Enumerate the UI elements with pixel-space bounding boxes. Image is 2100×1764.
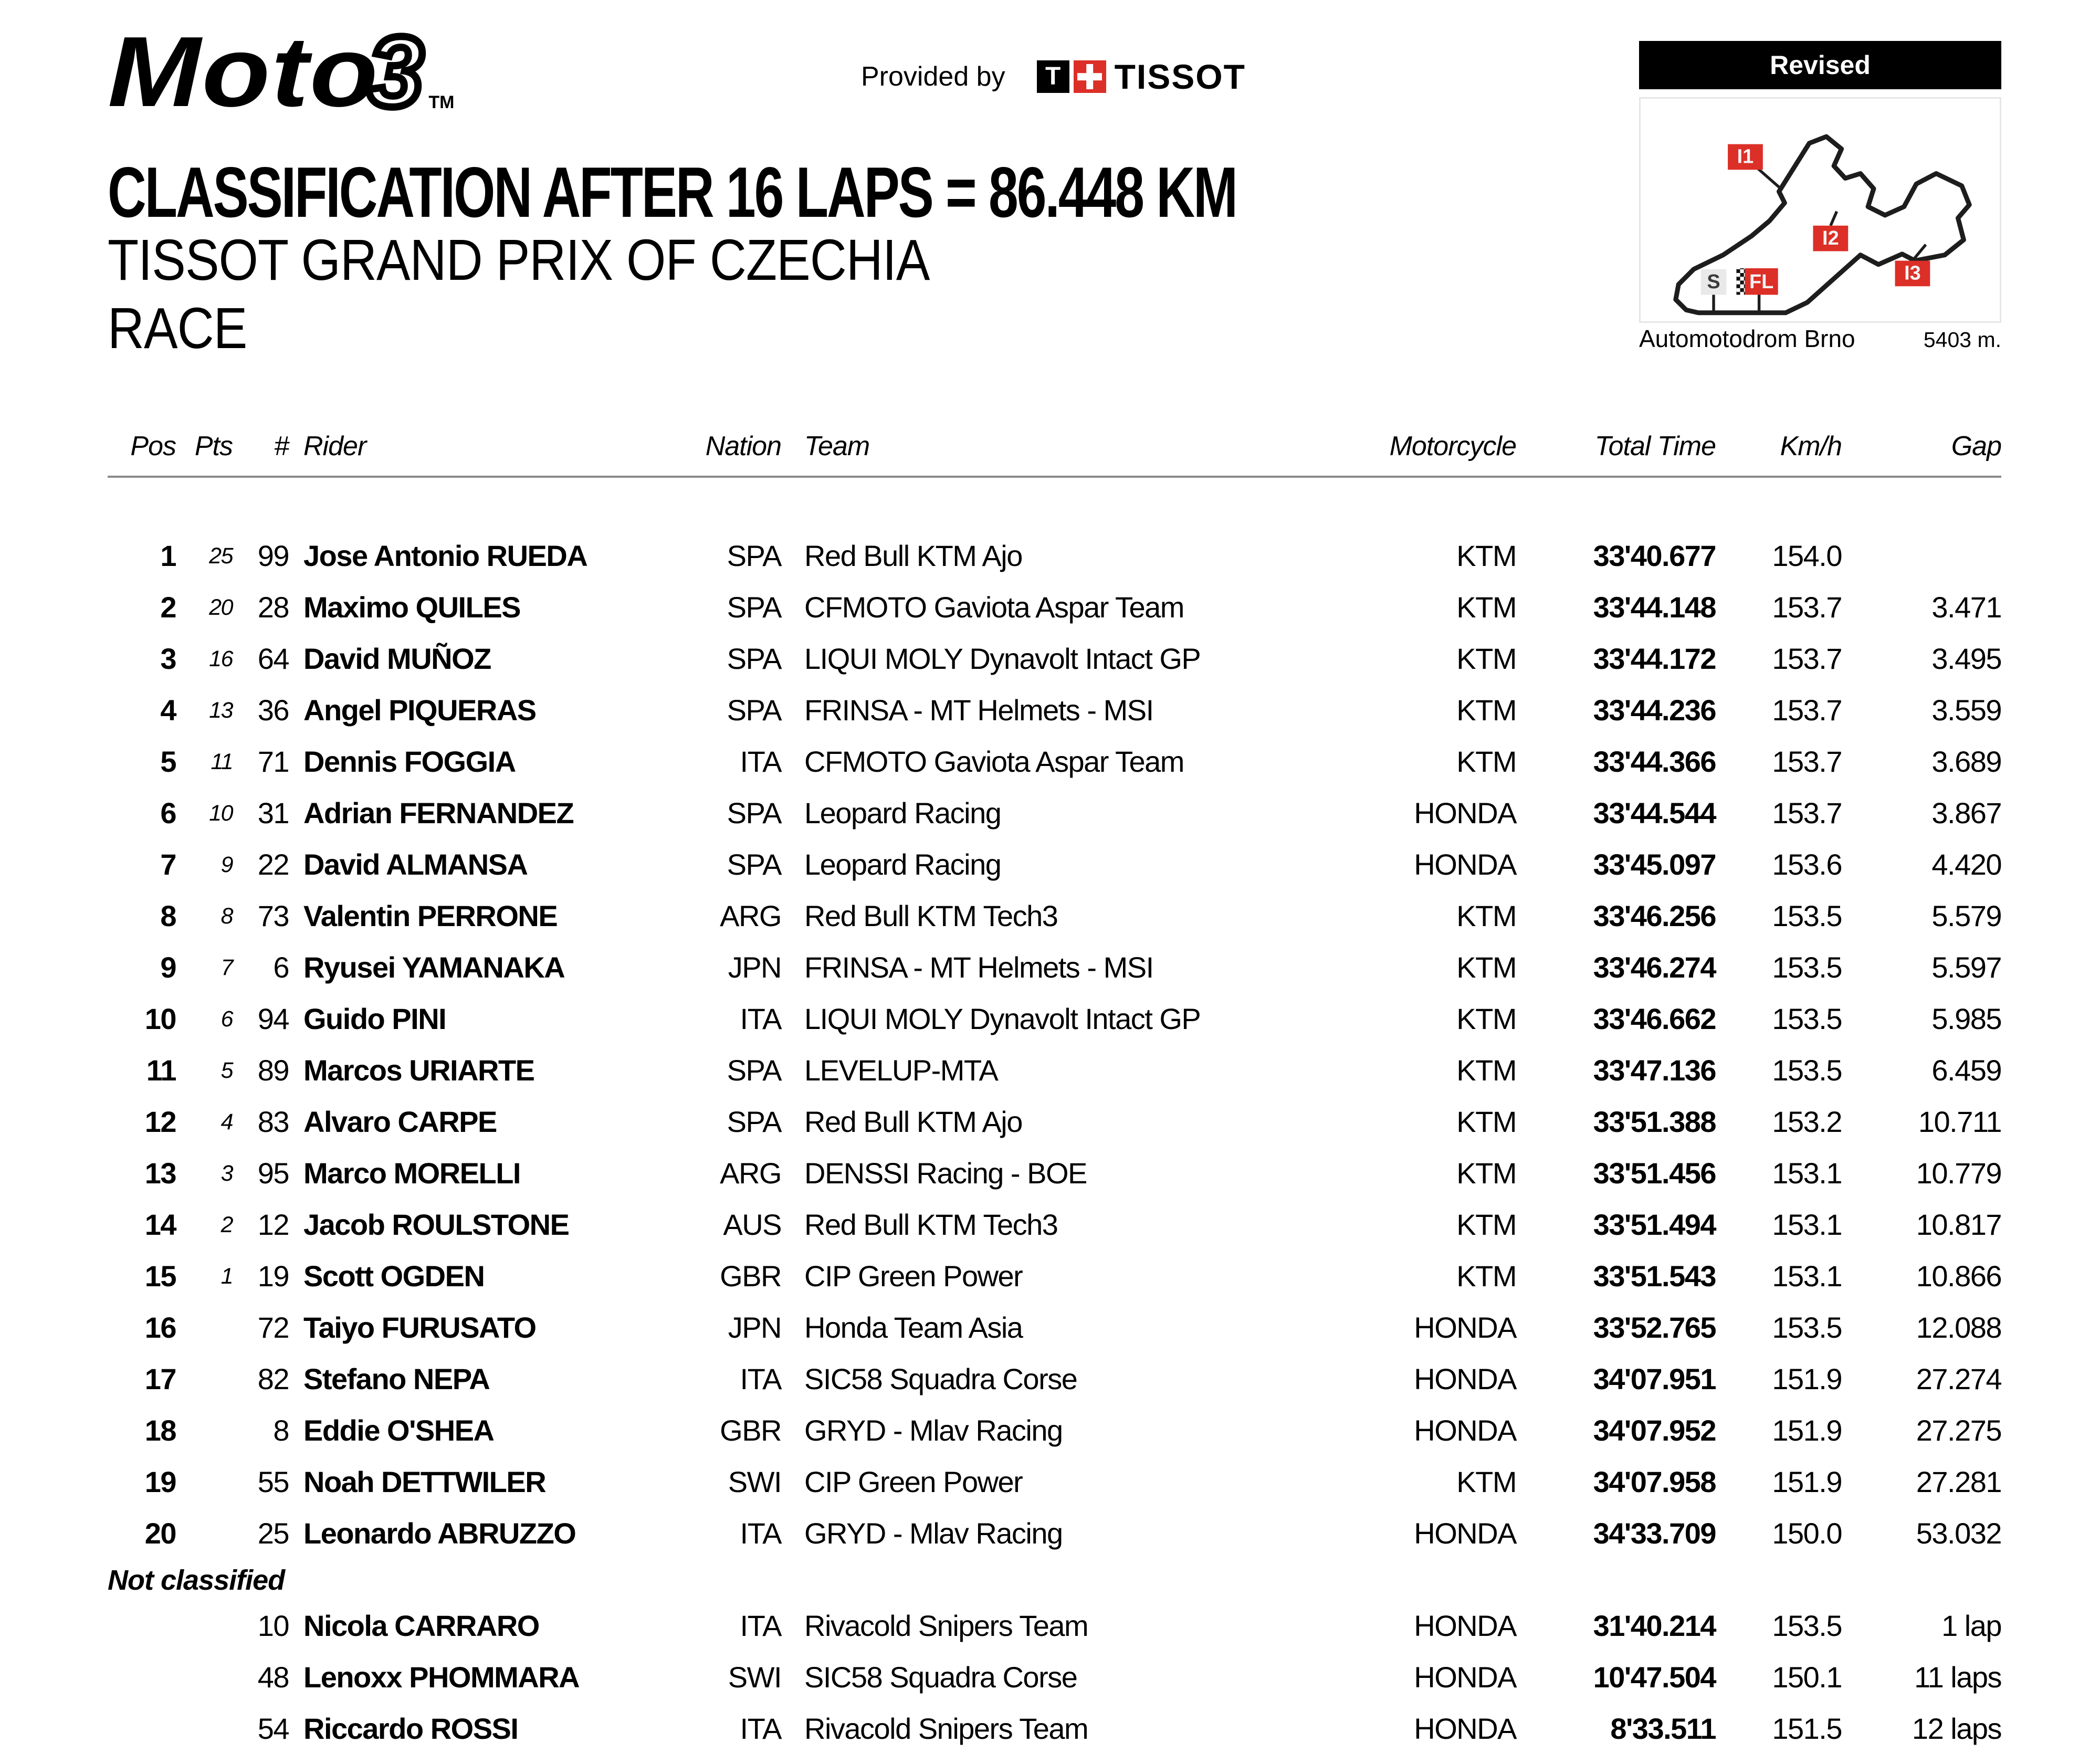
table-row [108, 1096, 2001, 1148]
rider-number-cell: 36 [257, 694, 289, 727]
kmh-cell: 153.6 [1772, 848, 1842, 881]
nation-cell: JPN [728, 951, 781, 984]
position-cell: 4 [160, 694, 176, 727]
kmh-cell: 153.5 [1772, 1002, 1842, 1035]
col-header-gap: Gap [1951, 431, 2001, 461]
table-row [108, 1302, 2001, 1353]
total-time-cell: 33'45.097 [1593, 848, 1716, 881]
nation-cell: ARG [720, 1157, 781, 1190]
points-cell: 11 [211, 749, 233, 774]
rider-number-cell: 8 [273, 1414, 289, 1447]
motorcycle-cell: HONDA [1414, 1609, 1516, 1642]
position-cell: 14 [144, 1208, 176, 1241]
motorcycle-cell: KTM [1456, 1002, 1516, 1035]
points-cell: 5 [220, 1058, 233, 1083]
kmh-cell: 153.7 [1772, 694, 1842, 727]
rider-name-cell: Stefano NEPA [303, 1362, 490, 1395]
table-row [108, 1353, 2001, 1405]
moto3-logo-word: Moto [108, 16, 380, 128]
total-time-cell: 34'07.952 [1593, 1414, 1716, 1447]
rider-number-cell: 82 [257, 1362, 289, 1395]
nation-cell: ITA [740, 1002, 781, 1035]
motorcycle-cell: KTM [1456, 899, 1516, 932]
rider-number-cell: 55 [257, 1465, 289, 1498]
rider-name-cell: David MUÑOZ [303, 642, 491, 675]
rider-name-cell: Angel PIQUERAS [303, 694, 536, 727]
gap-cell: 4.420 [1931, 848, 2001, 881]
swiss-cross-icon [1074, 60, 1106, 93]
kmh-cell: 153.2 [1772, 1105, 1842, 1138]
table-row [108, 633, 2001, 685]
team-cell: LIQUI MOLY Dynavolt Intact GP [804, 1002, 1201, 1035]
points-cell: 6 [220, 1006, 233, 1032]
nation-cell: AUS [723, 1208, 781, 1241]
total-time-cell: 10'47.504 [1593, 1661, 1716, 1694]
gap-cell: 27.274 [1916, 1362, 2001, 1395]
position-cell [108, 1600, 176, 1652]
total-time-cell: 33'44.172 [1593, 642, 1716, 675]
track-map [1639, 97, 2001, 323]
event-title: TISSOT GRAND PRIX OF CZECHIA [108, 228, 930, 292]
position-cell: 12 [144, 1105, 176, 1138]
points-cell: 16 [209, 646, 233, 671]
team-cell: FRINSA - MT Helmets - MSI [804, 951, 1153, 984]
rider-number-cell: 71 [257, 745, 289, 778]
position-cell: 1 [160, 539, 176, 572]
total-time-cell: 33'44.236 [1593, 694, 1716, 727]
points-cell: 4 [220, 1109, 233, 1135]
points-cell: 25 [209, 543, 233, 569]
team-cell: Red Bull KTM Ajo [804, 1105, 1022, 1138]
rider-number-cell: 73 [257, 899, 289, 932]
rider-name-cell: Marco MORELLI [303, 1157, 520, 1190]
total-time-cell: 33'46.662 [1593, 1002, 1716, 1035]
col-header-motorcycle: Motorcycle [1389, 431, 1516, 461]
gap-cell: 3.495 [1931, 642, 2001, 675]
team-cell: GRYD - Mlav Racing [804, 1517, 1063, 1550]
total-time-cell: 33'51.494 [1593, 1208, 1716, 1241]
header-divider [108, 476, 2001, 478]
table-row [108, 685, 2001, 736]
kmh-cell: 151.9 [1772, 1414, 1842, 1447]
team-cell: Rivacold Snipers Team [804, 1712, 1088, 1745]
rider-number-cell: 12 [257, 1208, 289, 1241]
table-row [108, 1045, 2001, 1096]
team-cell: CIP Green Power [804, 1465, 1023, 1498]
rider-number-cell: 54 [257, 1712, 289, 1745]
points-cell [176, 1353, 233, 1405]
position-cell: 8 [160, 899, 176, 932]
tissot-logo [1037, 57, 1246, 97]
nation-cell: SPA [727, 642, 781, 675]
not-classified-results [108, 1600, 2001, 1755]
kmh-cell: 153.5 [1772, 1054, 1842, 1087]
col-header-rider: Rider [303, 431, 366, 461]
gap-cell: 5.579 [1931, 899, 2001, 932]
circuit-caption [1639, 324, 2001, 353]
gap-cell: 3.867 [1931, 796, 2001, 830]
motorcycle-cell: KTM [1456, 539, 1516, 572]
table-row [108, 736, 2001, 788]
kmh-cell: 151.9 [1772, 1465, 1842, 1498]
kmh-cell: 153.7 [1772, 796, 1842, 830]
team-cell: DENSSI Racing - BOE [804, 1157, 1087, 1190]
team-cell: CIP Green Power [804, 1259, 1023, 1293]
points-cell: 9 [220, 852, 233, 877]
motorcycle-cell: KTM [1456, 1465, 1516, 1498]
points-cell [176, 1703, 233, 1755]
motorcycle-cell: KTM [1456, 745, 1516, 778]
nation-cell: SPA [727, 848, 781, 881]
classified-results [108, 530, 2001, 1559]
rider-name-cell: Maximo QUILES [303, 591, 521, 624]
position-cell: 15 [144, 1259, 176, 1293]
rider-name-cell: Dennis FOGGIA [303, 745, 516, 778]
rider-number-cell: 64 [257, 642, 289, 675]
team-cell: SIC58 Squadra Corse [804, 1362, 1077, 1395]
nation-cell: SPA [727, 591, 781, 624]
total-time-cell: 33'47.136 [1593, 1054, 1716, 1087]
col-header-pts: Pts [194, 431, 233, 461]
nation-cell: GBR [720, 1259, 781, 1293]
nation-cell: SPA [727, 796, 781, 830]
motorcycle-cell: KTM [1456, 1054, 1516, 1087]
motorcycle-cell: HONDA [1414, 1661, 1516, 1694]
kmh-cell: 153.5 [1772, 899, 1842, 932]
kmh-cell: 153.7 [1772, 591, 1842, 624]
kmh-cell: 153.7 [1772, 642, 1842, 675]
position-cell [108, 1703, 176, 1755]
team-cell: Red Bull KTM Tech3 [804, 899, 1058, 932]
rider-number-cell: 22 [257, 848, 289, 881]
table-header [108, 420, 2001, 472]
kmh-cell: 151.9 [1772, 1362, 1842, 1395]
position-cell: 13 [144, 1157, 176, 1190]
points-cell [176, 1508, 233, 1559]
motorcycle-cell: HONDA [1414, 848, 1516, 881]
gap-cell: 27.281 [1916, 1465, 2001, 1498]
rider-number-cell: 6 [273, 951, 289, 984]
motorcycle-cell: KTM [1456, 1157, 1516, 1190]
rider-name-cell: Lenoxx PHOMMARA [303, 1661, 580, 1694]
rider-name-cell: Jacob ROULSTONE [303, 1208, 569, 1241]
motorcycle-cell: KTM [1456, 1259, 1516, 1293]
points-cell [176, 1456, 233, 1508]
team-cell: SIC58 Squadra Corse [804, 1661, 1077, 1694]
table-row [108, 530, 2001, 582]
position-cell: 3 [160, 642, 176, 675]
position-cell: 10 [144, 1002, 176, 1035]
kmh-cell: 153.7 [1772, 745, 1842, 778]
gap-cell: 10.779 [1916, 1157, 2001, 1190]
team-cell: Leopard Racing [804, 848, 1001, 881]
team-cell: LIQUI MOLY Dynavolt Intact GP [804, 642, 1201, 675]
rider-number-cell: 48 [257, 1661, 289, 1694]
position-cell: 11 [146, 1054, 176, 1087]
team-cell: CFMOTO Gaviota Aspar Team [804, 591, 1184, 624]
gap-cell: 11 laps [1914, 1661, 2001, 1694]
gap-cell: 5.985 [1931, 1002, 2001, 1035]
rider-name-cell: Ryusei YAMANAKA [303, 951, 565, 984]
kmh-cell: 153.1 [1772, 1259, 1842, 1293]
position-cell: 9 [160, 951, 176, 984]
gap-cell: 6.459 [1931, 1054, 2001, 1087]
table-row [108, 788, 2001, 839]
not-classified-label: Not classified [108, 1564, 285, 1596]
gap-cell: 1 lap [1941, 1609, 2001, 1642]
total-time-cell: 33'46.274 [1593, 951, 1716, 984]
motorcycle-cell: HONDA [1414, 1414, 1516, 1447]
nation-cell: SPA [727, 694, 781, 727]
points-cell: 1 [220, 1264, 233, 1289]
position-cell: 16 [144, 1311, 176, 1344]
total-time-cell: 33'52.765 [1593, 1311, 1716, 1344]
points-cell: 3 [220, 1161, 233, 1186]
team-cell: Honda Team Asia [804, 1311, 1023, 1344]
position-cell: 17 [144, 1362, 176, 1395]
gap-cell: 3.471 [1931, 591, 2001, 624]
page-title: CLASSIFICATION AFTER 16 LAPS = 86.448 KM [108, 152, 1236, 232]
position-cell: 7 [160, 848, 176, 881]
motorcycle-cell: HONDA [1414, 1517, 1516, 1550]
table-row [108, 942, 2001, 993]
rider-number-cell: 28 [257, 591, 289, 624]
table-row [108, 582, 2001, 633]
nation-cell: SPA [727, 1105, 781, 1138]
kmh-cell: 150.0 [1772, 1517, 1842, 1550]
motorcycle-cell: HONDA [1414, 1712, 1516, 1745]
table-row [108, 1199, 2001, 1251]
motorcycle-cell: KTM [1456, 591, 1516, 624]
team-cell: FRINSA - MT Helmets - MSI [804, 694, 1153, 727]
motorcycle-cell: KTM [1456, 1208, 1516, 1241]
table-row [108, 1148, 2001, 1199]
rider-name-cell: Adrian FERNANDEZ [303, 796, 574, 830]
gap-cell: 12 laps [1912, 1712, 2001, 1745]
total-time-cell: 33'44.544 [1593, 796, 1716, 830]
nation-cell: JPN [728, 1311, 781, 1344]
rider-name-cell: Marcos URIARTE [303, 1054, 534, 1087]
table-row [108, 1703, 2001, 1755]
team-cell: Leopard Racing [804, 796, 1001, 830]
rider-number-cell: 19 [257, 1259, 289, 1293]
rider-number-cell: 89 [257, 1054, 289, 1087]
rider-name-cell: Alvaro CARPE [303, 1105, 497, 1138]
rider-name-cell: Taiyo FURUSATO [303, 1311, 536, 1344]
rider-name-cell: Scott OGDEN [303, 1259, 485, 1293]
nation-cell: ITA [740, 1517, 781, 1550]
total-time-cell: 33'44.366 [1593, 745, 1716, 778]
kmh-cell: 153.1 [1772, 1208, 1842, 1241]
position-cell: 19 [144, 1465, 176, 1498]
tissot-t-icon: T [1037, 60, 1069, 93]
kmh-cell: 154.0 [1772, 539, 1842, 572]
rider-name-cell: Nicola CARRARO [303, 1609, 539, 1642]
total-time-cell: 8'33.511 [1610, 1712, 1716, 1745]
provided-by-label: Provided by [861, 61, 1005, 92]
nation-cell: ITA [740, 1362, 781, 1395]
col-header-number: # [274, 431, 289, 461]
points-cell: 10 [209, 801, 233, 826]
nation-cell: SPA [727, 539, 781, 572]
rider-number-cell: 95 [257, 1157, 289, 1190]
rider-number-cell: 72 [257, 1311, 289, 1344]
table-row [108, 839, 2001, 890]
position-cell: 20 [144, 1517, 176, 1550]
table-row [108, 890, 2001, 942]
rider-number-cell: 99 [257, 539, 289, 572]
rider-name-cell: David ALMANSA [303, 848, 528, 881]
team-cell: GRYD - Mlav Racing [804, 1414, 1063, 1447]
moto3-logo [108, 16, 455, 128]
motorcycle-cell: HONDA [1414, 1362, 1516, 1395]
session-title: RACE [108, 296, 247, 361]
kmh-cell: 151.5 [1772, 1712, 1842, 1745]
col-header-team: Team [804, 431, 870, 461]
team-cell: LEVELUP-MTA [804, 1054, 998, 1087]
team-cell: Red Bull KTM Tech3 [804, 1208, 1058, 1241]
nation-cell: SWI [728, 1465, 781, 1498]
motorcycle-cell: HONDA [1414, 796, 1516, 830]
points-cell: 2 [220, 1212, 233, 1237]
rider-name-cell: Eddie O'SHEA [303, 1414, 494, 1447]
gap-cell: 53.032 [1916, 1517, 2001, 1550]
provided-by-lockup [861, 57, 1246, 97]
col-header-total-time: Total Time [1594, 431, 1716, 461]
kmh-cell: 153.5 [1772, 951, 1842, 984]
nation-cell: SWI [728, 1661, 781, 1694]
total-time-cell: 33'51.388 [1593, 1105, 1716, 1138]
team-cell: Red Bull KTM Ajo [804, 539, 1022, 572]
rider-number-cell: 31 [257, 796, 289, 830]
points-cell [176, 1302, 233, 1353]
total-time-cell: 31'40.214 [1593, 1609, 1716, 1642]
rider-name-cell: Jose Antonio RUEDA [303, 539, 587, 572]
motorcycle-cell: HONDA [1414, 1311, 1516, 1344]
motorcycle-cell: KTM [1456, 694, 1516, 727]
motorcycle-cell: KTM [1456, 1105, 1516, 1138]
gap-cell: 10.817 [1916, 1208, 2001, 1241]
points-cell [176, 1405, 233, 1456]
position-cell: 18 [144, 1414, 176, 1447]
kmh-cell: 153.1 [1772, 1157, 1842, 1190]
team-cell: Rivacold Snipers Team [804, 1609, 1088, 1642]
marker-i3-label: I3 [1904, 262, 1921, 285]
team-cell: CFMOTO Gaviota Aspar Team [804, 745, 1184, 778]
rider-number-cell: 10 [257, 1609, 289, 1642]
rider-name-cell: Guido PINI [303, 1002, 446, 1035]
marker-fl-checker [1736, 268, 1745, 295]
table-row [108, 1456, 2001, 1508]
col-header-kmh: Km/h [1780, 431, 1842, 461]
col-header-nation: Nation [705, 431, 781, 461]
points-cell: 8 [220, 904, 233, 929]
col-header-pos: Pos [130, 431, 176, 461]
kmh-cell: 153.5 [1772, 1609, 1842, 1642]
points-cell [176, 1600, 233, 1652]
nation-cell: GBR [720, 1414, 781, 1447]
gap-cell: 3.689 [1931, 745, 2001, 778]
table-row [108, 1508, 2001, 1559]
total-time-cell: 33'51.543 [1593, 1259, 1716, 1293]
table-row [108, 1600, 2001, 1652]
position-cell: 6 [160, 796, 176, 830]
total-time-cell: 33'46.256 [1593, 899, 1716, 932]
track-map-svg [1641, 99, 2000, 321]
nation-cell: ITA [740, 1609, 781, 1642]
gap-cell [1842, 530, 2001, 582]
table-row [108, 1652, 2001, 1703]
position-cell: 2 [160, 591, 176, 624]
gap-cell: 12.088 [1916, 1311, 2001, 1344]
nation-cell: ARG [720, 899, 781, 932]
table-row [108, 1251, 2001, 1302]
marker-i1-label: I1 [1737, 145, 1754, 168]
marker-start-label: S [1707, 270, 1720, 293]
gap-cell: 27.275 [1916, 1414, 2001, 1447]
marker-i2-label: I2 [1822, 227, 1839, 249]
rider-number-cell: 94 [257, 1002, 289, 1035]
points-cell: 13 [209, 698, 233, 723]
circuit-length: 5403 m. [1923, 328, 2001, 352]
points-cell: 7 [220, 955, 233, 980]
trademark-symbol: TM [428, 92, 455, 112]
gap-cell: 10.866 [1916, 1259, 2001, 1293]
points-cell: 20 [209, 595, 233, 620]
moto3-logo-number: 3 [368, 16, 424, 128]
gap-cell: 5.597 [1931, 951, 2001, 984]
rider-name-cell: Riccardo ROSSI [303, 1712, 518, 1745]
revised-banner [1639, 41, 2001, 89]
points-cell [176, 1652, 233, 1703]
rider-number-cell: 83 [257, 1105, 289, 1138]
gap-cell: 10.711 [1918, 1105, 2001, 1138]
position-cell [108, 1652, 176, 1703]
rider-name-cell: Noah DETTWILER [303, 1465, 546, 1498]
position-cell: 5 [160, 745, 176, 778]
gap-cell: 3.559 [1931, 694, 2001, 727]
nation-cell: SPA [727, 1054, 781, 1087]
total-time-cell: 33'40.677 [1593, 539, 1716, 572]
total-time-cell: 34'07.958 [1593, 1465, 1716, 1498]
total-time-cell: 34'07.951 [1593, 1362, 1716, 1395]
total-time-cell: 33'51.456 [1593, 1157, 1716, 1190]
circuit-name: Automotodrom Brno [1639, 325, 1855, 352]
motorcycle-cell: KTM [1456, 951, 1516, 984]
total-time-cell: 33'44.148 [1593, 591, 1716, 624]
rider-name-cell: Valentin PERRONE [303, 899, 558, 932]
tissot-wordmark: TISSOT [1114, 57, 1246, 96]
rider-number-cell: 25 [257, 1517, 289, 1550]
nation-cell: ITA [740, 745, 781, 778]
rider-name-cell: Leonardo ABRUZZO [303, 1517, 576, 1550]
kmh-cell: 150.1 [1772, 1661, 1842, 1694]
nation-cell: ITA [740, 1712, 781, 1745]
kmh-cell: 153.5 [1772, 1311, 1842, 1344]
marker-fl-label: FL [1749, 270, 1774, 293]
revised-label: Revised [1770, 50, 1871, 80]
motorcycle-cell: KTM [1456, 642, 1516, 675]
total-time-cell: 34'33.709 [1593, 1517, 1716, 1550]
table-row [108, 1405, 2001, 1456]
table-row [108, 993, 2001, 1045]
